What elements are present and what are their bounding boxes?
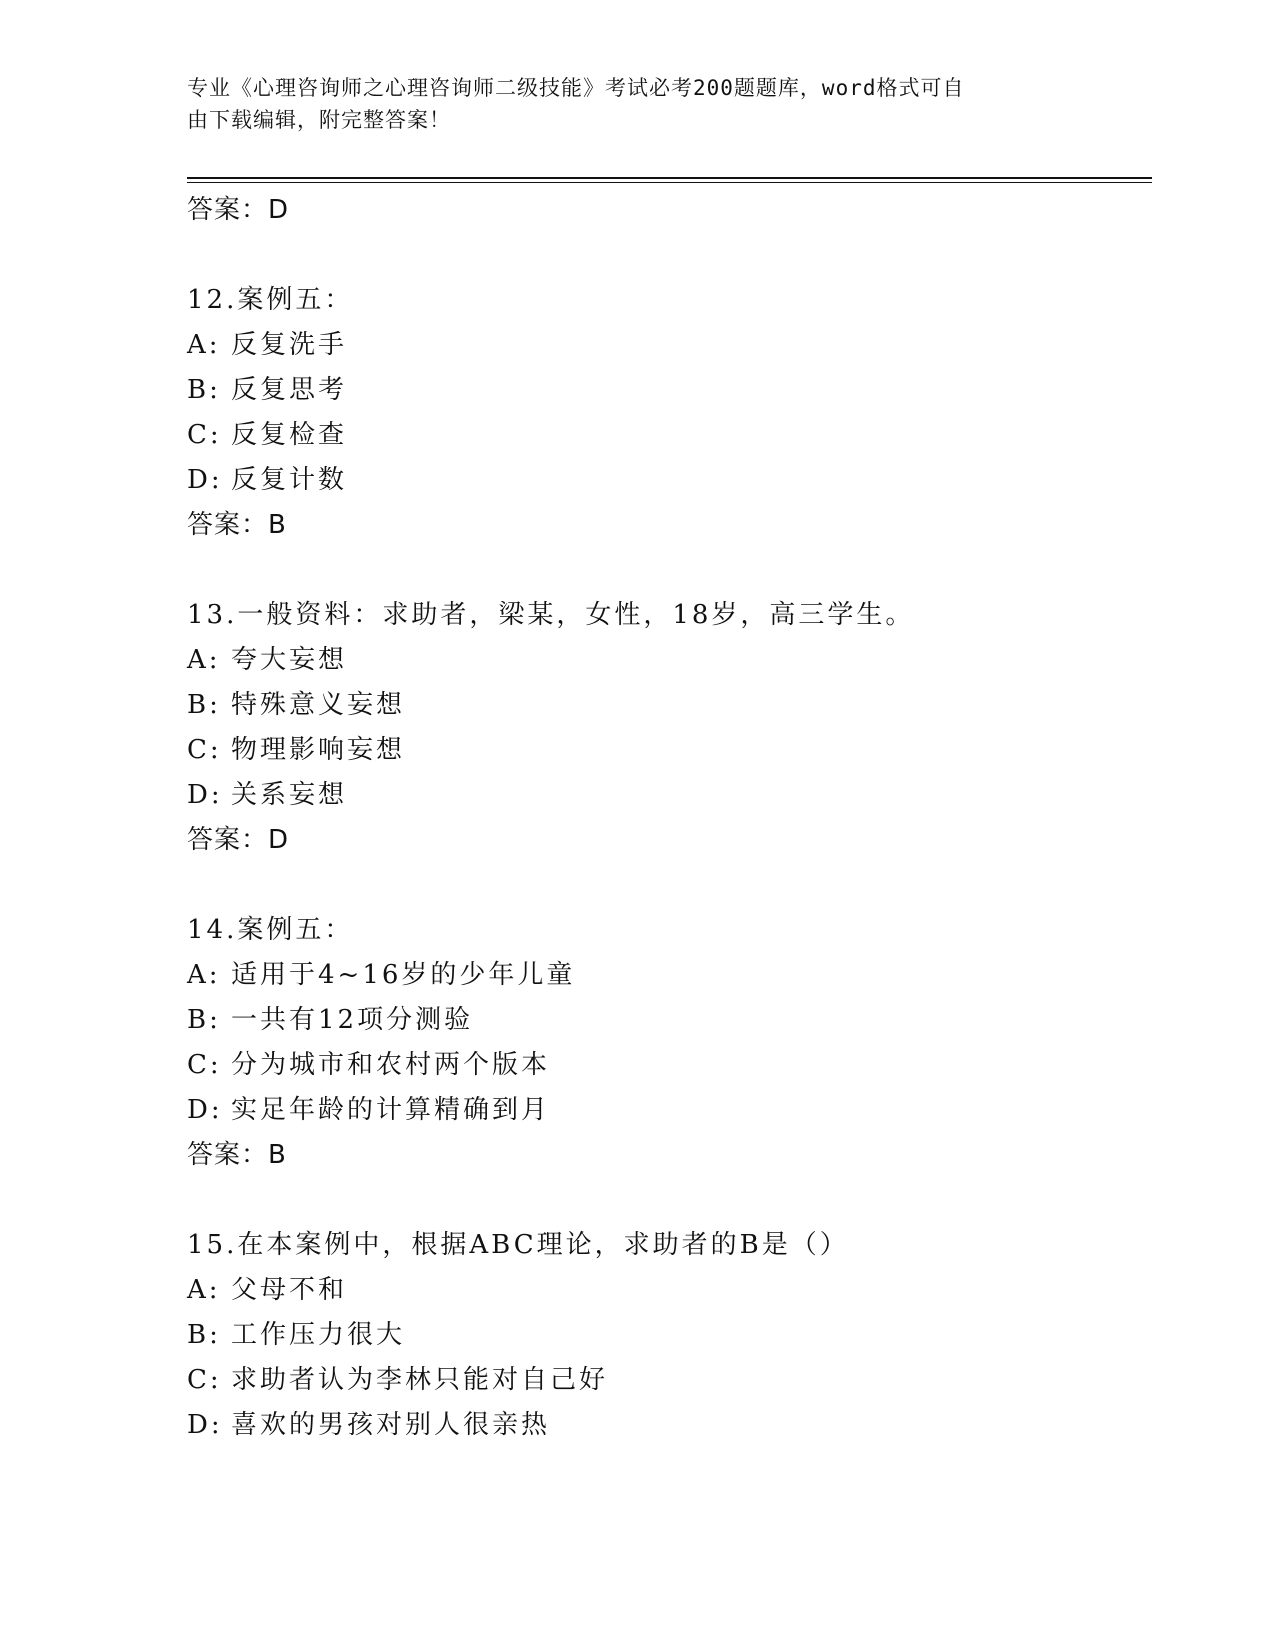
- option-letter: C:: [187, 1050, 222, 1080]
- previous-answer: 答案：D: [187, 195, 290, 225]
- option-a: [187, 323, 1152, 368]
- option-text: 反复思考: [231, 375, 348, 405]
- option-letter: C:: [187, 1365, 222, 1395]
- option-text: 实足年龄的计算精确到月: [231, 1095, 551, 1125]
- spacer: [187, 863, 1152, 908]
- spacer: [187, 1178, 1152, 1223]
- option-letter: B:: [187, 1005, 221, 1035]
- option-d: [187, 1403, 1152, 1448]
- option-c: [187, 1043, 1152, 1088]
- option-text: 求助者认为李林只能对自己好: [231, 1365, 609, 1395]
- option-a: [187, 638, 1152, 683]
- option-letter: A:: [187, 1275, 221, 1305]
- option-letter: D:: [187, 1095, 223, 1125]
- option-letter: A:: [187, 645, 221, 675]
- question-stem: 14.案例五：: [187, 915, 354, 945]
- question-15: [187, 1223, 1152, 1448]
- question-13: [187, 593, 1152, 863]
- option-text: 关系妄想: [231, 780, 348, 810]
- option-text: 一共有12项分测验: [231, 1005, 474, 1035]
- option-text: 反复洗手: [231, 330, 348, 360]
- option-letter: B:: [187, 375, 221, 405]
- header-line-1: 专业《心理咨询师之心理咨询师二级技能》考试必考200题题库，word格式可自: [187, 76, 965, 100]
- document-header: [187, 72, 1067, 136]
- question-stem: 13.一般资料：求助者，梁某，女性，18岁，高三学生。: [187, 600, 915, 630]
- spacer: [187, 233, 1152, 278]
- option-text: 夸大妄想: [231, 645, 348, 675]
- option-text: 分为城市和农村两个版本: [231, 1050, 551, 1080]
- option-letter: A:: [187, 960, 221, 990]
- option-b: [187, 998, 1152, 1043]
- option-text: 喜欢的男孩对别人很亲热: [231, 1410, 551, 1440]
- option-letter: C:: [187, 735, 222, 765]
- option-a: [187, 1268, 1152, 1313]
- option-c: [187, 413, 1152, 458]
- option-text: 特殊意义妄想: [231, 690, 406, 720]
- option-letter: B:: [187, 1320, 221, 1350]
- option-text: 反复检查: [231, 420, 348, 450]
- option-text: 父母不和: [231, 1275, 348, 1305]
- option-letter: D:: [187, 465, 223, 495]
- option-d: [187, 1088, 1152, 1133]
- option-letter: C:: [187, 420, 222, 450]
- question-14: [187, 908, 1152, 1178]
- option-b: [187, 1313, 1152, 1358]
- header-rule-thin: [187, 182, 1152, 183]
- option-d: [187, 458, 1152, 503]
- answer: 答案：B: [187, 1140, 287, 1170]
- option-text: 物理影响妄想: [231, 735, 406, 765]
- answer: 答案：B: [187, 510, 287, 540]
- answer: 答案：D: [187, 825, 290, 855]
- question-12: [187, 278, 1152, 548]
- option-text: 工作压力很大: [231, 1320, 406, 1350]
- header-rule-thick: [187, 177, 1152, 179]
- option-a: [187, 953, 1152, 998]
- option-b: [187, 683, 1152, 728]
- option-c: [187, 728, 1152, 773]
- question-stem: 15.在本案例中，根据ABC理论，求助者的B是（）: [187, 1230, 849, 1260]
- option-text: 反复计数: [231, 465, 348, 495]
- option-b: [187, 368, 1152, 413]
- option-letter: A:: [187, 330, 221, 360]
- option-letter: D:: [187, 1410, 223, 1440]
- option-text: 适用于4~16岁的少年儿童: [231, 960, 576, 990]
- option-letter: D:: [187, 780, 223, 810]
- header-line-2: 由下载编辑，附完整答案！: [187, 108, 451, 132]
- question-stem: 12.案例五：: [187, 285, 354, 315]
- option-letter: B:: [187, 690, 221, 720]
- question-list: [187, 188, 1152, 1448]
- option-c: [187, 1358, 1152, 1403]
- spacer: [187, 548, 1152, 593]
- option-d: [187, 773, 1152, 818]
